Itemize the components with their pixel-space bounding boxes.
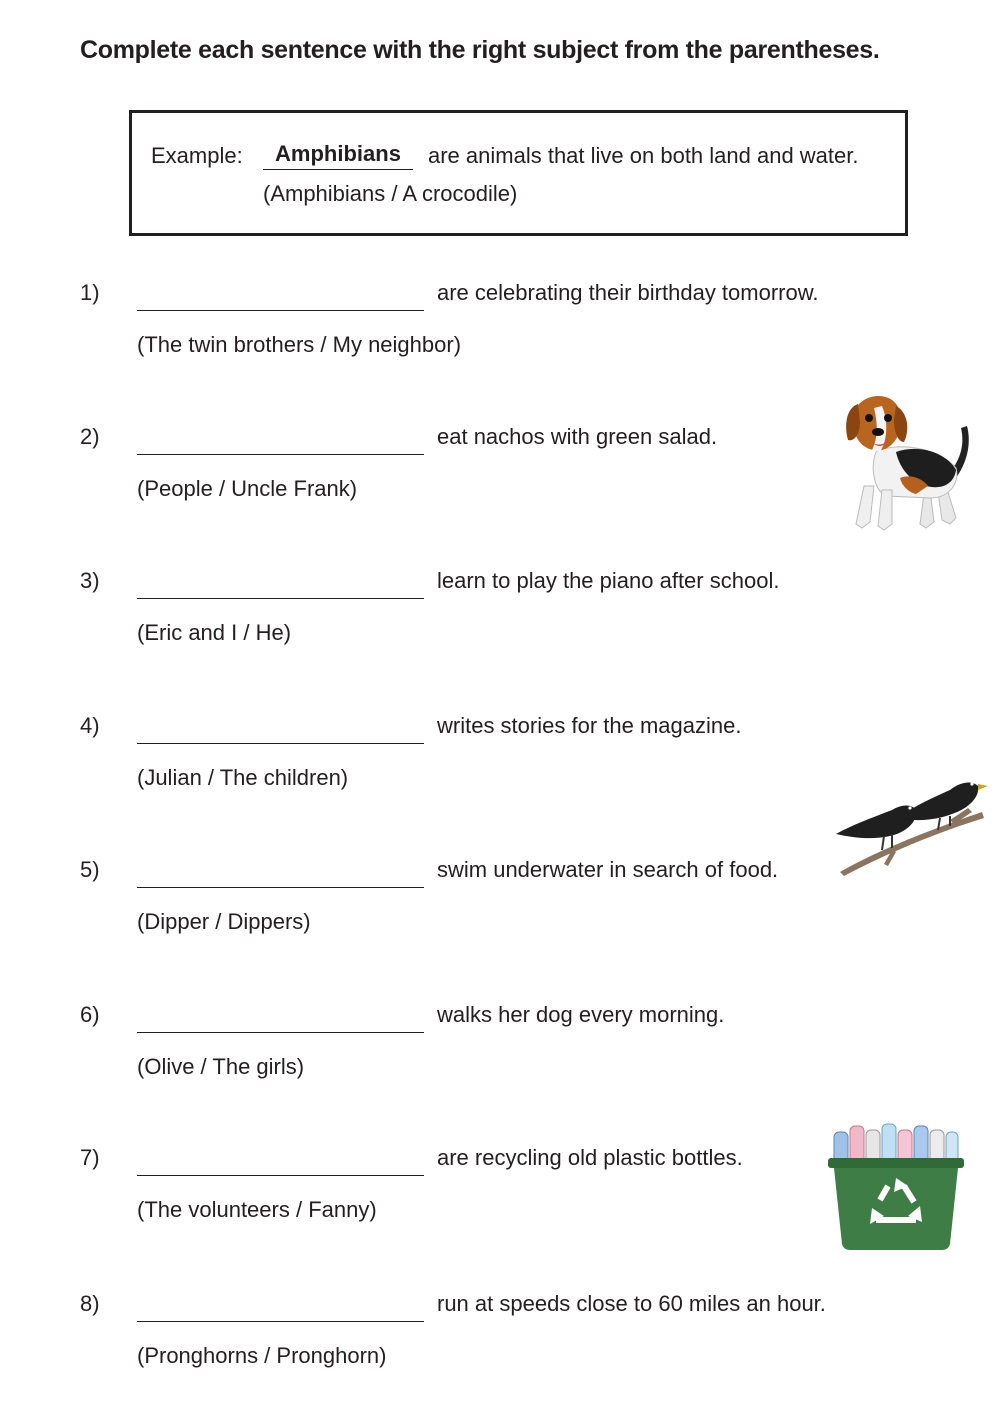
question-sentence: eat nachos with green salad. xyxy=(437,424,718,449)
answer-blank-8[interactable] xyxy=(137,1299,424,1322)
question-sentence: run at speeds close to 60 miles an hour. xyxy=(437,1291,826,1316)
answer-blank-7[interactable] xyxy=(137,1153,424,1176)
question-number: 4) xyxy=(80,713,100,738)
question-options: (Pronghorns / Pronghorn) xyxy=(137,1343,387,1368)
question-options: (The twin brothers / My neighbor) xyxy=(137,332,462,357)
answer-blank-3[interactable] xyxy=(137,576,424,599)
question-number: 7) xyxy=(80,1145,100,1170)
question-3 xyxy=(0,568,1000,668)
question-sentence: learn to play the piano after school. xyxy=(437,568,780,593)
answer-blank-2[interactable] xyxy=(137,432,424,455)
example-label: Example: xyxy=(151,143,243,168)
answer-blank-1[interactable] xyxy=(137,288,424,311)
question-1 xyxy=(0,280,1000,380)
question-sentence: walks her dog every morning. xyxy=(437,1002,725,1027)
question-number: 6) xyxy=(80,1002,100,1027)
question-options: (Olive / The girls) xyxy=(137,1054,305,1079)
question-number: 2) xyxy=(80,424,100,449)
example-options: (Amphibians / A crocodile) xyxy=(263,181,518,206)
question-number: 3) xyxy=(80,568,100,593)
question-sentence: are celebrating their birthday tomorrow. xyxy=(437,280,819,305)
question-number: 5) xyxy=(80,857,100,882)
question-8 xyxy=(0,1291,1000,1391)
question-options: (Julian / The children) xyxy=(137,765,349,790)
question-options: (Dipper / Dippers) xyxy=(137,909,311,934)
birds-on-branch-icon xyxy=(832,770,988,878)
question-options: (Eric and I / He) xyxy=(137,620,292,645)
question-6 xyxy=(0,1002,1000,1102)
example-answer: Amphibians xyxy=(263,141,413,170)
recycling-bin-icon xyxy=(828,1120,964,1250)
answer-blank-6[interactable] xyxy=(137,1010,424,1033)
question-number: 1) xyxy=(80,280,100,305)
question-number: 8) xyxy=(80,1291,100,1316)
example-box xyxy=(129,110,908,236)
example-sentence: are animals that live on both land and water. xyxy=(428,143,859,168)
question-options: (The volunteers / Fanny) xyxy=(137,1197,377,1222)
question-sentence: are recycling old plastic bottles. xyxy=(437,1145,743,1170)
question-options: (People / Uncle Frank) xyxy=(137,476,358,501)
page-title: Complete each sentence with the right subject from the parentheses. xyxy=(80,36,880,64)
answer-blank-5[interactable] xyxy=(137,865,424,888)
answer-blank-4[interactable] xyxy=(137,721,424,744)
beagle-dog-icon xyxy=(838,390,972,535)
question-sentence: writes stories for the magazine. xyxy=(437,713,742,738)
question-sentence: swim underwater in search of food. xyxy=(437,857,779,882)
